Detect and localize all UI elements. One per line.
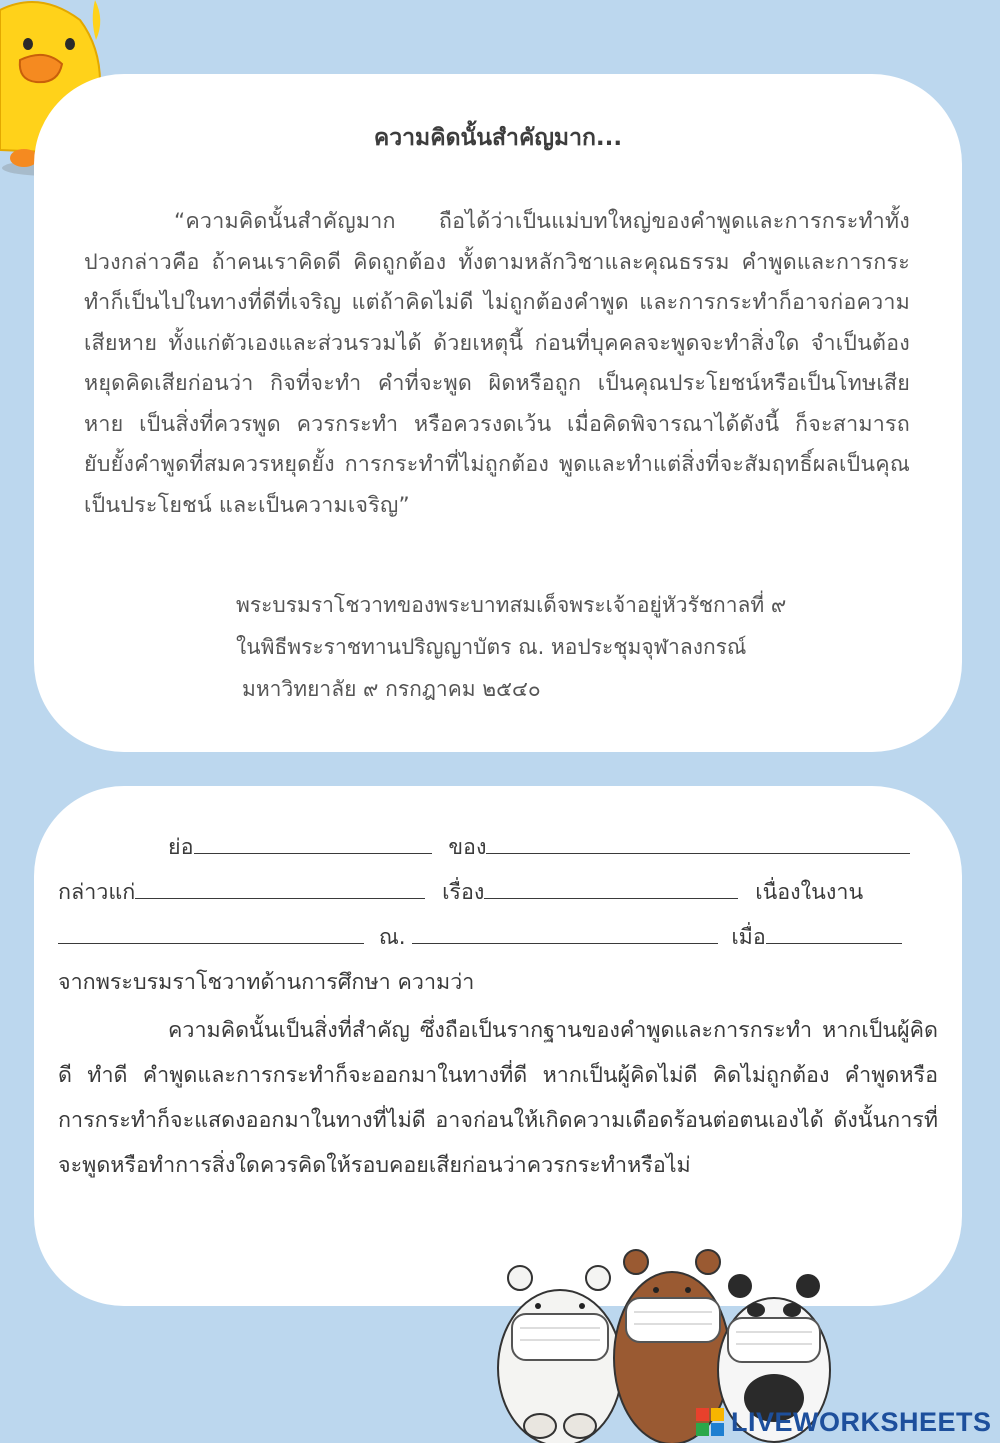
said-to-blank[interactable] xyxy=(135,876,425,899)
liveworksheets-logo-icon xyxy=(695,1407,725,1437)
citation-line-1: พระบรมราโชวาทของพระบาทสมเด็จพระเจ้าอยู่หัวรัชกาลที่ ๙ xyxy=(236,593,787,617)
label-abbrev: ย่อ xyxy=(168,835,194,860)
label-because: เนื่องในงาน xyxy=(755,880,864,905)
liveworksheets-watermark xyxy=(695,1402,1000,1442)
form-row-1 xyxy=(58,830,938,875)
of-blank[interactable] xyxy=(486,831,910,854)
source-line: จากพระบรมราโชวาทด้านการศึกษา ความว่า xyxy=(58,970,475,995)
summary-card xyxy=(34,786,962,1306)
ice-bear-icon xyxy=(498,1266,622,1443)
quote-card xyxy=(34,74,962,752)
label-topic: เรื่อง xyxy=(442,880,485,905)
label-at: ณ. xyxy=(378,925,406,950)
topic-blank[interactable] xyxy=(484,876,738,899)
form-row-2 xyxy=(58,875,938,920)
form-row-4 xyxy=(58,965,938,1010)
label-said-to: กล่าวแก่ xyxy=(58,880,136,905)
citation-line-2: ในพิธีพระราชทานปริญญาบัตร ณ. หอประชุมจุฬาลงกรณ์ xyxy=(236,635,747,659)
label-of: ของ xyxy=(448,835,487,860)
abbrev-blank[interactable] xyxy=(194,831,432,854)
summary-text: ความคิดนั้นเป็นสิ่งที่สำคัญ ซึ่งถือเป็นรากฐานของคำพูดและการกระทำ หากเป็นผู้คิดดี ทำดี คำพูดและการกระทำก็จะออกมาในทางที่ดี หากเป็นผู้คิดไม่ดี คิดไม่ถูกต้อง คำพูดหรือการกระทำก็จะแสดงออกมาในทางที่ไม่ดี อาจก่อนให้เกิดความเดือดร้อนต่อตนเองได้ ดังนั้นการที่จะพูดหรือทำการสิ่งใดควรคิดให้รอบคอยเสียก่อนว่าควรกระทำหรือไม่ xyxy=(58,1018,938,1178)
label-when: เมื่อ xyxy=(731,925,766,950)
event-blank[interactable] xyxy=(58,921,364,944)
summary-paragraph xyxy=(58,1008,938,1188)
quote-text: “ความคิดนั้นสำคัญมาก ถือได้ว่าเป็นแม่บทใหญ่ของคำพูดและการกระทำทั้งปวงกล่าวคือ ถ้าคนเราคิดดี คิดถูกต้อง ทั้งตามหลักวิชาและคุณธรรม คำพูดและการกระทำก็เป็นไปในทางที่ดีที่เจริญ แต่ถ้าคิดไม่ดี ไม่ถูกต้องคำพูด และการกระทำก็อาจก่อความเสียหาย ทั้งแก่ตัวเองและส่วนรวมได้ ด้วยเหตุนี้ ก่อนที่บุคคลจะพูดจะทำสิ่งใด จำเป็นต้องหยุดคิดเสียก่อนว่า กิจที่จะทำ คำที่จะพูด ผิดหรือถูก เป็นคุณประโยชน์หรือเป็นโทษเสียหาย เป็นสิ่งที่ควรพูด ควรกระทำ หรือควรงดเว้น เมื่อคิดพิจารณาได้ดังนี้ ก็จะสามารถยับยั้งคำพูดที่สมควรหยุดยั้ง การกระทำที่ไม่ถูกต้อง พูดและทำแต่สิ่งที่จะสัมฤทธิ์ผลเป็นคุณ เป็นประโยชน์ และเป็นความเจริญ” xyxy=(84,209,910,518)
royal-speech-quote xyxy=(84,202,910,526)
date-blank[interactable] xyxy=(766,921,902,944)
fill-in-form xyxy=(58,830,938,1010)
watermark-text: LIVEWORKSHEETS xyxy=(731,1406,992,1437)
form-row-3 xyxy=(58,920,938,965)
page-title: ความคิดนั้นสำคัญมาก... xyxy=(373,125,623,151)
citation xyxy=(236,584,916,710)
citation-line-3: มหาวิทยาลัย ๙ กรกฎาคม ๒๕๔๐ xyxy=(242,677,541,701)
place-blank[interactable] xyxy=(412,921,718,944)
